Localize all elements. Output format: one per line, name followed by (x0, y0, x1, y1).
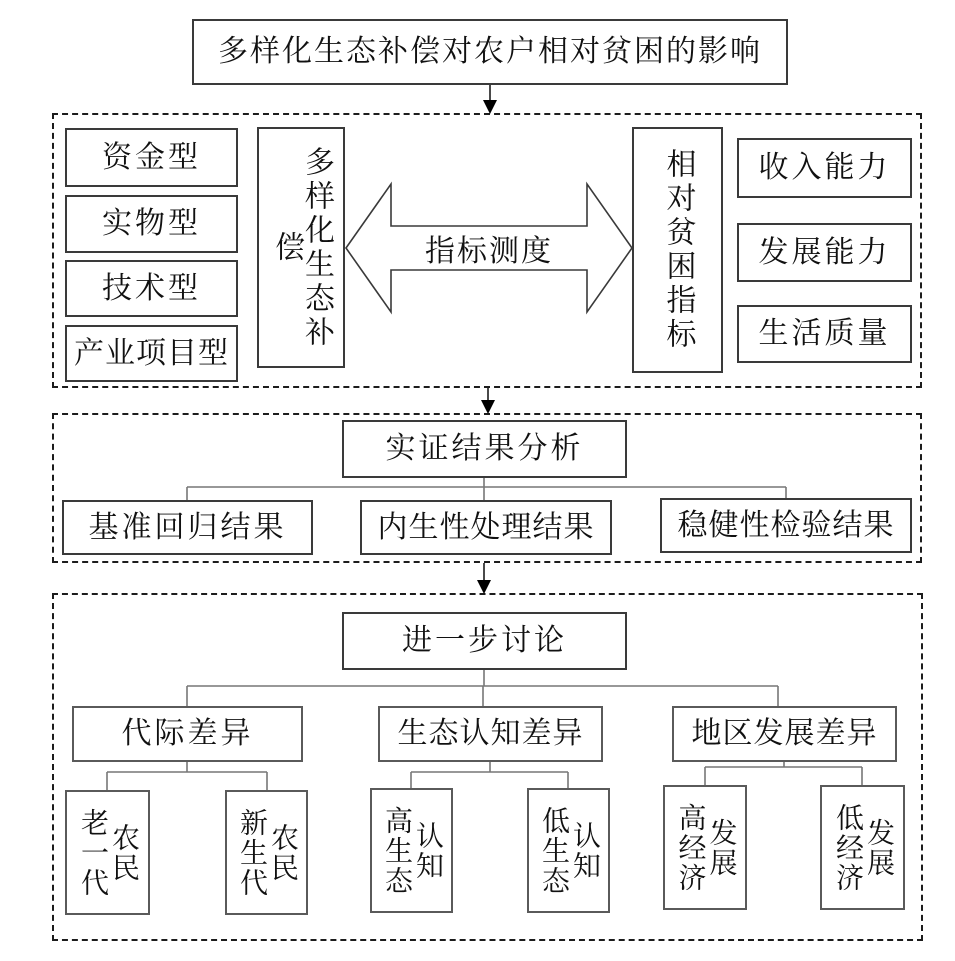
empirical-title-box (342, 420, 627, 478)
main-title: 多样化生态补偿对农户相对贫困的影响 (218, 35, 762, 68)
group-generation-difference (72, 706, 303, 762)
compensation-type-technical (65, 260, 238, 317)
leaf-high-eco-cognition (370, 788, 453, 913)
label-poverty-vertical: 相对贫困指标 (661, 148, 695, 352)
leaf-col: 低生态 (538, 805, 569, 896)
leaf-col: 高经济 (674, 802, 706, 893)
discussion-title-box (342, 612, 627, 670)
leaf-old-generation-farmers (65, 790, 150, 915)
leaf-col: 认知 (412, 820, 443, 881)
leaf-col: 农民 (108, 822, 139, 883)
leaf-col: 发展 (705, 817, 737, 878)
dimension-income (737, 138, 912, 198)
label-inkind: 实物型 (102, 207, 201, 240)
main-title-box (192, 19, 788, 85)
leaf-col: 低经济 (832, 802, 863, 893)
leaf-col: 新生代 (236, 807, 267, 898)
leaf-low-eco-cognition (527, 788, 610, 913)
empirical-title: 实证结果分析 (385, 432, 584, 465)
dimension-development (737, 223, 912, 282)
compensation-type-inkind (65, 195, 238, 253)
compensation-type-fund (65, 128, 238, 187)
label-baseline: 基准回归结果 (88, 510, 287, 544)
compensation-type-industry (65, 325, 238, 382)
label-development: 发展能力 (758, 235, 891, 269)
label-fund: 资金型 (102, 140, 201, 174)
dimension-life-quality (737, 305, 912, 363)
label-industry: 产业项目型 (74, 336, 229, 370)
label-region: 地区发展差异 (691, 717, 878, 750)
vertical-box-compensation (257, 127, 345, 368)
label-cognition: 生态认知差异 (397, 717, 584, 750)
vertical-box-poverty-index (632, 127, 723, 373)
group-region-difference (672, 706, 897, 762)
leaf-low-economic-development (820, 785, 905, 910)
arrow-label: 指标测度 (425, 235, 553, 268)
discussion-title: 进一步讨论 (402, 624, 567, 657)
leaf-col: 老一代 (77, 807, 108, 898)
label-generation: 代际差异 (121, 717, 254, 750)
label-compensation-vertical: 多样化生态补偿 (270, 145, 333, 350)
leaf-new-generation-farmers (225, 790, 308, 915)
leaf-high-economic-development (663, 785, 747, 910)
group-cognition-difference (378, 706, 603, 762)
label-endogeneity: 内生性处理结果 (377, 510, 595, 544)
leaf-col: 高生态 (381, 805, 412, 896)
result-endogeneity (360, 500, 612, 555)
leaf-col: 发展 (863, 817, 894, 878)
label-life-quality: 生活质量 (758, 317, 891, 350)
label-income: 收入能力 (758, 151, 891, 184)
label-robustness: 稳健性检验结果 (677, 508, 895, 542)
result-baseline-regression (62, 500, 313, 555)
leaf-col: 农民 (267, 822, 298, 883)
leaf-col: 认知 (569, 820, 600, 881)
label-technical: 技术型 (102, 271, 201, 305)
result-robustness (660, 498, 912, 553)
